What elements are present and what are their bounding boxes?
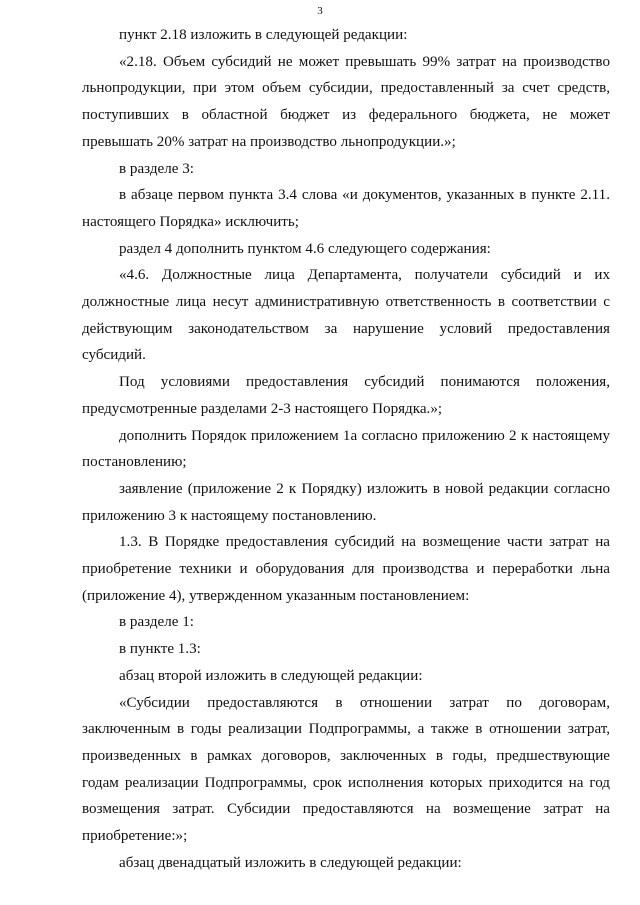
paragraph-12: в пункте 1.3:	[119, 641, 201, 658]
paragraph-7: Под условиями предоставления субсидий понимаются положения, предусмотренные разделами 2-3 настоящего Порядка.»;	[82, 374, 610, 417]
page-number: 3	[317, 5, 323, 17]
paragraph-6: «4.6. Должностные лица Департамента, получатели субсидий и их должностные лица несут административную ответственность в соответствии с действующим законодательством за нарушение условий предоставления субсидий.	[82, 267, 610, 364]
paragraph-10: 1.3. В Порядке предоставления субсидий на возмещение части затрат на приобретение техники и оборудования для производства и переработки льна (приложение 4), утвержденном указанным постановлением:	[82, 534, 610, 604]
paragraph-14: «Субсидии предоставляются в отношении затрат по договорам, заключенным в годы реализации Подпрограммы, а также в отношении затрат, произведенных в рамках договоров, заключенных в годы, предшествующие годам реализации Подпрограммы, срок исполнения которых приходится на год возмещения затрат. Субсидии предоставляются на возмещение затрат на приобретение:»;	[82, 694, 610, 845]
document-body	[82, 22, 610, 877]
paragraph-4: в абзаце первом пункта 3.4 слова «и документов, указанных в пункте 2.11. настоящего Порядка» исключить;	[82, 187, 610, 230]
paragraph-3: в разделе 3:	[119, 160, 194, 177]
paragraph-1: пункт 2.18 изложить в следующей редакции:	[119, 27, 408, 43]
paragraph-5: раздел 4 дополнить пунктом 4.6 следующего содержания:	[119, 240, 491, 257]
paragraph-13: абзац второй изложить в следующей редакции:	[119, 667, 423, 684]
paragraph-2: «2.18. Объем субсидий не может превышать 99% затрат на производство льнопродукции, при этом объем субсидии, предоставленный за счет средств, поступивших в областной бюджет из федерального бюджета, не может превышать 20% затрат на производство льнопродукции.»;	[82, 53, 610, 150]
paragraph-15: абзац двенадцатый изложить в следующей редакции:	[119, 854, 462, 871]
paragraph-11: в разделе 1:	[119, 614, 194, 631]
paragraph-8: дополнить Порядок приложением 1а согласно приложению 2 к настоящему постановлению;	[82, 427, 610, 471]
paragraph-9: заявление (приложение 2 к Порядку) изложить в новой редакции согласно приложению 3 к настоящему постановлению.	[82, 480, 610, 524]
